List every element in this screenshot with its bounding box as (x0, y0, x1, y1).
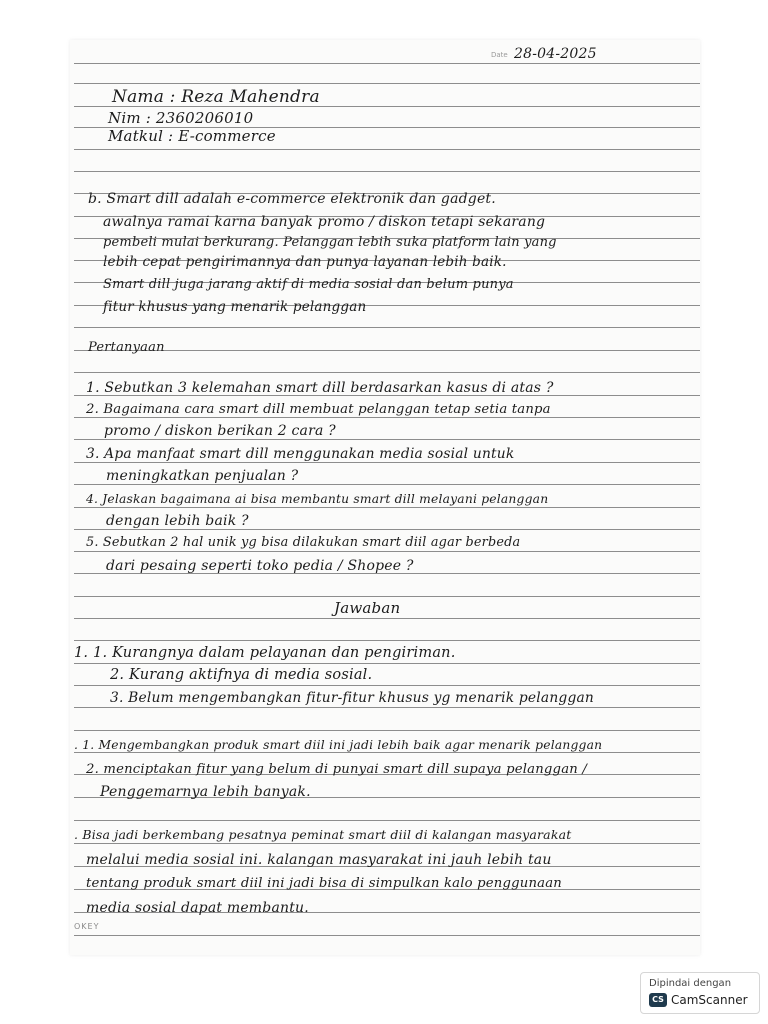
case-line: b. Smart dill adalah e-commerce elektronik dan gadget. (88, 191, 496, 207)
ruled-line (74, 618, 700, 619)
question-line: 1. Sebutkan 3 kelemahan smart dill berdasarkan kasus di atas ? (86, 380, 554, 396)
ruled-line (74, 83, 700, 84)
question-line: 3. Apa manfaat smart dill menggunakan media sosial untuk (86, 446, 515, 462)
ruled-line (74, 149, 700, 150)
question-line: promo / diskon berikan 2 cara ? (104, 423, 336, 439)
ruled-line (74, 171, 700, 172)
date-label: Date (491, 51, 508, 59)
case-line: fitur khusus yang menarik pelanggan (103, 299, 367, 315)
case-line: Smart dill juga jarang aktif di media sosial dan belum punya (103, 277, 514, 292)
answer-line: . Bisa jadi berkembang pesatnya peminat smart diil di kalangan masyarakat (74, 827, 572, 842)
pertanyaan-heading: Pertanyaan (88, 340, 165, 355)
ruled-line (74, 327, 700, 328)
ruled-line (74, 663, 700, 664)
answer-line: . 1. Mengembangkan produk smart diil ini jadi lebih baik agar menarik pelanggan (74, 738, 603, 752)
question-line: 2. Bagaimana cara smart dill membuat pelanggan tetap setia tanpa (86, 402, 551, 417)
camscanner-watermark (640, 972, 760, 1014)
answer-line: media sosial dapat membantu. (86, 900, 309, 916)
question-line: meningkatkan penjualan ? (106, 468, 299, 484)
ruled-line (74, 63, 700, 64)
ruled-line (74, 820, 700, 821)
case-line: awalnya ramai karna banyak promo / diskon tetapi sekarang (103, 214, 546, 230)
header-nim: Nim : 2360206010 (108, 109, 254, 127)
answer-line: 2. Kurang aktifnya di media sosial. (110, 667, 373, 683)
ruled-line (74, 372, 700, 373)
answer-line: tentang produk smart diil ini jadi bisa di simpulkan kalo penggunaan (86, 876, 562, 891)
question-line: dari pesaing seperti toko pedia / Shopee ? (106, 558, 414, 574)
question-line: 4. Jelaskan bagaimana ai bisa membantu smart dill melayani pelanggan (86, 492, 549, 506)
case-line: pembeli mulai berkurang. Pelanggan lebih suka platform lain yang (103, 235, 557, 250)
answer-line: Penggemarnya lebih banyak. (100, 784, 311, 800)
answer-line: 2. menciptakan fitur yang belum di punyai smart dill supaya pelanggan / (86, 762, 587, 777)
question-line: dengan lebih baik ? (106, 513, 249, 529)
answer-line: 1. 1. Kurangnya dalam pelayanan dan pengiriman. (74, 645, 456, 661)
scanner-name: CamScanner (671, 993, 748, 1007)
camscanner-logo-icon: CS (649, 993, 667, 1007)
date-value: 28-04-2025 (514, 46, 597, 62)
header-nama: Nama : Reza Mahendra (112, 87, 320, 107)
answer-line: 3. Belum mengembangkan fitur-fitur khusus yg menarik pelanggan (110, 690, 594, 706)
footer-mark: OKEY (74, 922, 100, 931)
jawaban-heading: Jawaban (334, 599, 401, 617)
scanner-caption: Dipindai dengan (649, 978, 732, 989)
case-line: lebih cepat pengirimannya dan punya layanan lebih baik. (103, 254, 507, 270)
ruled-line (74, 350, 700, 351)
header-matkul: Matkul : E-commerce (108, 127, 276, 145)
answer-line: melalui media sosial ini. kalangan masyarakat ini jauh lebih tau (86, 852, 552, 868)
ruled-line (74, 685, 700, 686)
ruled-line (74, 935, 700, 936)
ruled-line (74, 596, 700, 597)
ruled-line (74, 640, 700, 641)
ruled-line (74, 730, 700, 731)
question-line: 5. Sebutkan 2 hal unik yg bisa dilakukan smart diil agar berbeda (86, 535, 521, 550)
